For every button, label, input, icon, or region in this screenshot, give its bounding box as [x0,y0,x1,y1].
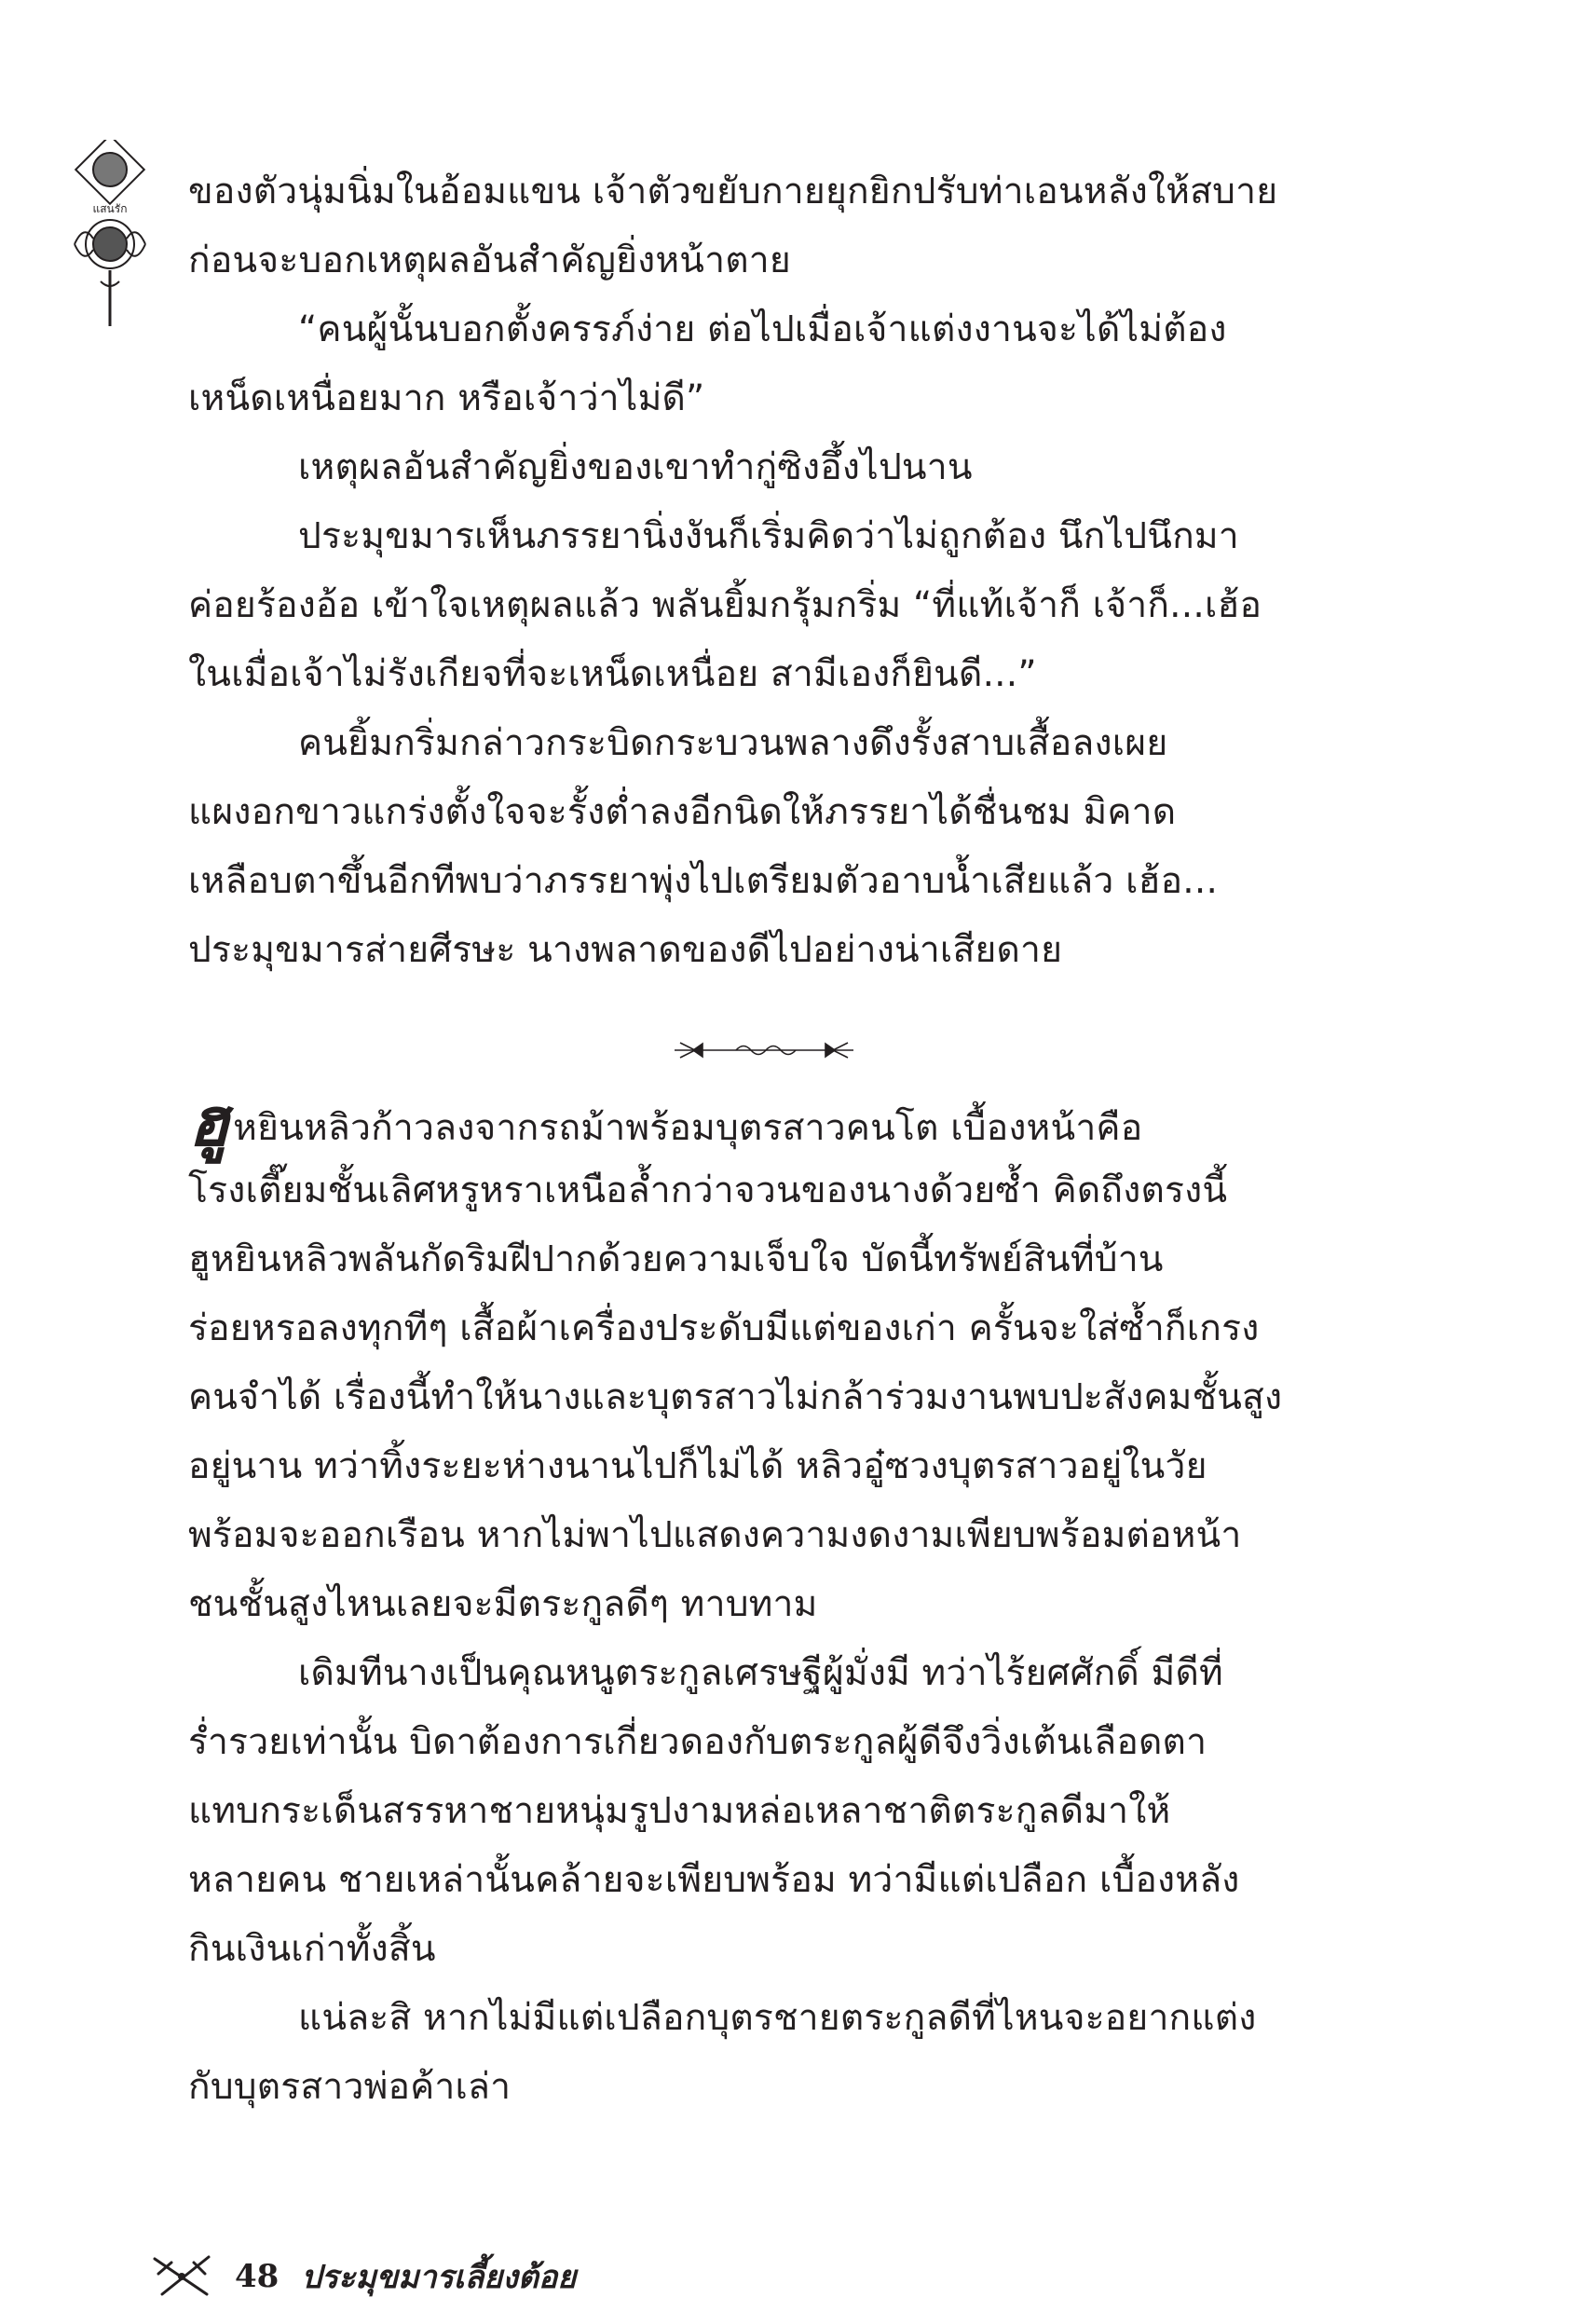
text-line: อยู่นาน ทว่าทิ้งระยะห่างนานไปก็ไม่ได้ หลิวอู๋ซวงบุตรสาวอยู่ในวัย [188,1445,1207,1487]
drop-cap: ฮู [188,1082,230,1161]
text-line: เหน็ดเหนื่อยมาก หรือเจ้าว่าไม่ดี” [188,377,705,419]
scene-break-ornament [671,1037,857,1063]
text-line: ร่ำรวยเท่านั้น บิดาต้องการเกี่ยวดองกับตระกูลผู้ดีจึงวิ่งเต้นเลือดตา [188,1721,1207,1763]
text-line: เดิมทีนางเป็นคุณหนูตระกูลเศรษฐีผู้มั่งมี ทว่าไร้ยศศักดิ์ มีดีที่ [298,1652,1223,1694]
text-line: ของตัวนุ่มนิ่มในอ้อมแขน เจ้าตัวขยับกายยุกยิกปรับท่าเอนหลังให้สบาย [188,171,1278,212]
text-line: แผงอกขาวแกร่งตั้งใจจะรั้งต่ำลงอีกนิดให้ภรรยาได้ชื่นชม มิคาด [188,791,1177,833]
text-line: หลายคน ชายเหล่านั้นคล้ายจะเพียบพร้อม ทว่ามีแต่เปลือก เบื้องหลัง [188,1859,1240,1901]
page-footer [149,2253,576,2300]
first-line-rest: หยินหลิวก้าวลงจากรถม้าพร้อมบุตรสาวคนโต เบื้องหน้าคือ [233,1107,1143,1149]
text-line: คนจำได้ เรื่องนี้ทำให้นางและบุตรสาวไม่กล้าร่วมงานพบปะสังคมชั้นสูง [188,1376,1283,1418]
text-line: ร่อยหรอลงทุกทีๆ เสื้อผ้าเครื่องประดับมีแต่ของเก่า ครั้นจะใส่ซ้ำก็เกรง [188,1307,1260,1349]
text-line: ประมุขมารเห็นภรรยานิ่งงันก็เริ่มคิดว่าไม่ถูกต้อง นึกไปนึกมา [298,515,1239,557]
text-line-first [188,1082,1143,1161]
text-line: กับบุตรสาวพ่อค้าเล่า [188,2066,512,2108]
publisher-emblem-icon [67,140,153,335]
text-line: แทบกระเด็นสรรหาชายหนุ่มรูปงามหล่อเหลาชาติตระกูลดีมาให้ [188,1790,1171,1832]
text-line: โรงเตี๊ยมชั้นเลิศหรูหราเหนือล้ำกว่าจวนของนางด้วยซ้ำ คิดถึงตรงนี้ [188,1169,1228,1211]
text-line: กินเงินเก่าทั้งสิ้น [188,1928,436,1970]
text-line: ในเมื่อเจ้าไม่รังเกียจที่จะเหน็ดเหนื่อย สามีเองก็ยินดี...” [188,653,1037,695]
text-line: เหตุผลอันสำคัญยิ่งของเขาทำกู่ซิงอึ้งไปนาน [298,446,973,488]
text-line: แน่ละสิ หากไม่มีแต่เปลือกบุตรชายตระกูลดีที่ไหนจะอยากแต่ง [298,1997,1257,2039]
text-line: คนยิ้มกริ่มกล่าวกระบิดกระบวนพลางดึงรั้งสาบเสื้อลงเผย [298,722,1168,764]
text-line: ค่อยร้องอ้อ เข้าใจเหตุผลแล้ว พลันยิ้มกรุ้มกริ่ม “ที่แท้เจ้าก็ เจ้าก็...เฮ้อ [188,584,1262,626]
svg-text:แสนรัก: แสนรัก [92,202,128,215]
text-line: “คนผู้นั้นบอกตั้งครรภ์ง่าย ต่อไปเมื่อเจ้าแต่งงานจะได้ไม่ต้อง [298,308,1227,350]
text-line: ฮูหยินหลิวพลันกัดริมฝีปากด้วยความเจ็บใจ บัดนี้ทรัพย์สินที่บ้าน [188,1238,1164,1280]
crossed-swords-icon [149,2253,214,2300]
text-line: พร้อมจะออกเรือน หากไม่พาไปแสดงความงดงามเพียบพร้อมต่อหน้า [188,1514,1242,1556]
text-line: ก่อนจะบอกเหตุผลอันสำคัญยิ่งหน้าตาย [188,239,791,281]
page-number: 48 [235,2258,280,2295]
text-line: ประมุขมารส่ายศีรษะ นางพลาดของดีไปอย่างน่าเสียดาย [188,929,1063,971]
text-line: เหลือบตาขึ้นอีกทีพบว่าภรรยาพุ่งไปเตรียมตัวอาบน้ำเสียแล้ว เฮ้อ... [188,860,1219,902]
text-line: ชนชั้นสูงไหนเลยจะมีตระกูลดีๆ ทาบทาม [188,1583,818,1625]
book-title: ประมุขมารเลี้ยงต้อย [301,2259,577,2296]
